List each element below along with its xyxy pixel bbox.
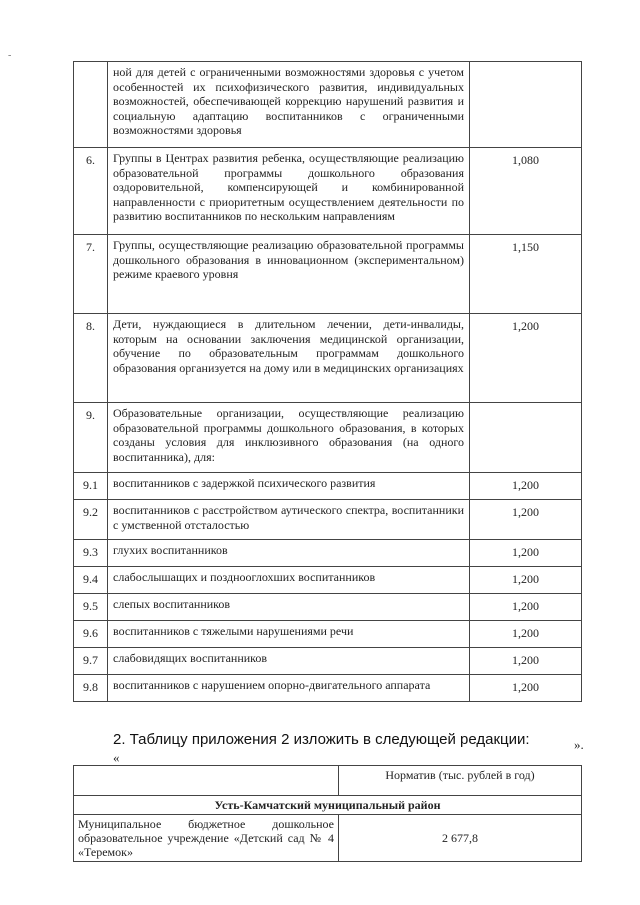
row-text: воспитанников с нарушением опорно-двигательного аппарата [108,675,470,702]
table-row [74,500,582,540]
table-row [74,473,582,500]
page-mark: - [8,50,12,61]
table-row [74,675,582,702]
table-header-row [74,766,582,796]
row-text: Группы, осуществляющие реализацию образовательной программы дошкольного образования в инновационном (экспериментальном) режиме краевого уровня [108,235,470,314]
norm-header: Норматив (тыс. рублей в год) [339,766,582,796]
row-number: 9.7 [74,648,108,675]
row-number: 8. [74,314,108,403]
table-row [74,594,582,621]
row-text: слабослышащих и позднооглохших воспитанников [108,567,470,594]
row-value: 1,150 [470,235,582,314]
table-row [74,235,582,314]
table-row [74,403,582,473]
row-text: Дети, нуждающиеся в длительном лечении, дети-инвалиды, которым на основании заключения медицинской организации, обучение по образовательным программам дошкольного образования организуется на дому или в медицинских организациях [108,314,470,403]
row-text: глухих воспитанников [108,540,470,567]
row-text: слепых воспитанников [108,594,470,621]
row-value [470,403,582,473]
row-number: 6. [74,148,108,235]
row-number: 9.4 [74,567,108,594]
district-row [74,796,582,815]
row-value: 1,200 [470,675,582,702]
section-heading: 2. Таблицу приложения 2 изложить в следующей редакции: [113,731,530,748]
row-text: воспитанников с тяжелыми нарушениями речи [108,621,470,648]
row-number: 9. [74,403,108,473]
row-value: 1,200 [470,567,582,594]
table-row [74,648,582,675]
org-norms-table [73,765,582,862]
table-row [74,815,582,862]
row-value: 1,200 [470,473,582,500]
district-name: Усть-Камчатский муниципальный район [74,796,582,815]
norms-table-body [74,62,582,702]
table-row [74,62,582,148]
table-row [74,148,582,235]
row-text: слабовидящих воспитанников [108,648,470,675]
row-number: 9.5 [74,594,108,621]
closing-quote: ». [574,737,584,752]
norm-amount: 2 677,8 [339,815,582,862]
row-text: воспитанников с задержкой психического развития [108,473,470,500]
norms-table [73,61,582,702]
row-value: 1,200 [470,621,582,648]
row-number: 9.8 [74,675,108,702]
row-text: Группы в Центрах развития ребенка, осуществляющие реализацию образовательной программы дошкольного образования оздоровительной, компенсирующей и комбинированной направленности с приоритетным осуществлением деятельности по развитию воспитанников по нескольким направлениям [108,148,470,235]
row-value: 1,200 [470,500,582,540]
org-name: Муниципальное бюджетное дошкольное образовательное учреждение «Детский сад № 4 «Теремок» [74,815,339,862]
table-row [74,540,582,567]
row-value: 1,200 [470,648,582,675]
row-value: 1,200 [470,314,582,403]
row-value: 1,200 [470,540,582,567]
row-number: 9.6 [74,621,108,648]
row-number [74,62,108,148]
table-row [74,567,582,594]
row-number: 7. [74,235,108,314]
row-text: Образовательные организации, осуществляющие реализацию образовательной программы дошкольного образования, в которых созданы условия для инклюзивного образования (на одного воспитанника), для: [108,403,470,473]
row-value: 1,080 [470,148,582,235]
row-number: 9.2 [74,500,108,540]
row-value [470,62,582,148]
row-text: ной для детей с ограниченными возможностями здоровья с учетом особенностей их психофизического развития, индивидуальных возможностей, обеспечивающей коррекцию нарушений развития и социальную адаптацию воспитанников с ограниченными возможностями здоровья [108,62,470,148]
row-number: 9.3 [74,540,108,567]
row-value: 1,200 [470,594,582,621]
opening-quote: « [113,750,120,765]
row-number: 9.1 [74,473,108,500]
row-text: воспитанников с расстройством аутического спектра, воспитанники с умственной отсталостью [108,500,470,540]
table-row [74,621,582,648]
header-empty-cell [74,766,339,796]
table-row [74,314,582,403]
